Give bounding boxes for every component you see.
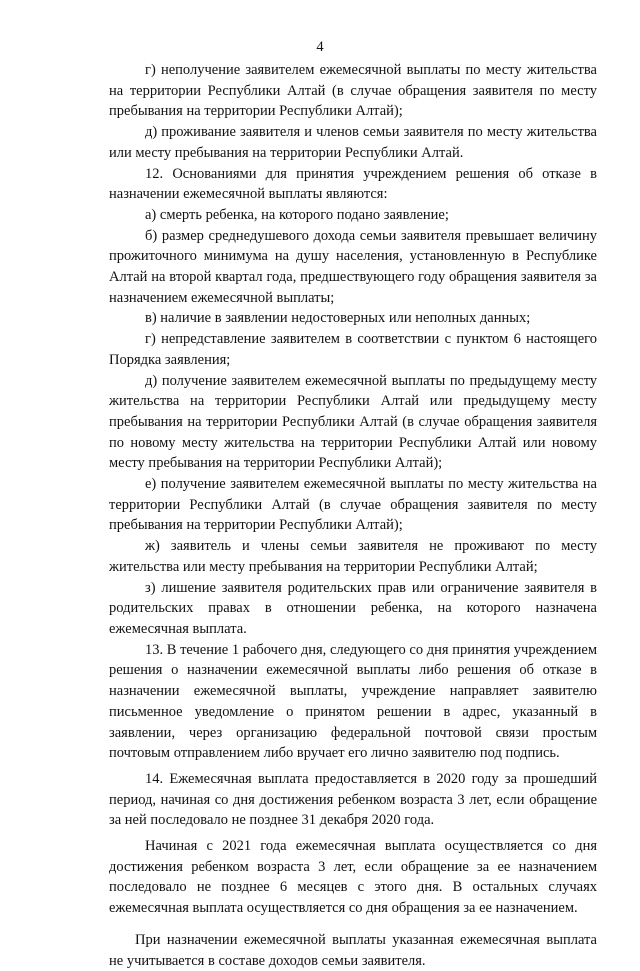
paragraph-item-z: з) лишение заявителя родительских прав или ограничение заявителя в родительских правах в отношении ребенка, на которого назначена ежемесячная выплата. — [109, 579, 597, 637]
paragraph-clause-13: 13. В течение 1 рабочего дня, следующего со дня принятия учреждением решения о назначении ежемесячной выплаты либо решения об отказе в назначении ежемесячной выплаты, учреждение направляет заявителю письменное уведомление о принятом решении в адрес, указанный в заявлении, через организацию федеральной почтовой связи простым почтовым отправлением либо вручает его лично заявителю под подпись. — [109, 641, 597, 762]
paragraph-clause-12: 12. Основаниями для принятия учреждением решения об отказе в назначении ежемесячной выплаты являются: — [109, 165, 597, 203]
paragraph-item-d: д) получение заявителем ежемесячной выплаты по предыдущему месту жительства на территории Республики Алтай или предыдущему месту пребывания на территории Республики Алтай (в случае обращения заявителя по новому месту жительства на территории Республики Алтай или новому месту пребывания на территории Республики Алтай); — [109, 372, 597, 472]
paragraph-item-d-residence: д) проживание заявителя и членов семьи заявителя по месту жительства или месту пребывания на территории Республики Алтай. — [109, 124, 597, 161]
document-body — [109, 60, 597, 971]
paragraph-from-2021: Начиная с 2021 года ежемесячная выплата осуществляется со дня достижения ребенком возраста 3 лет, если обращение за ее назначением последовало не позднее 6 месяцев с этого дня. В остальных случаях ежемесячная выплата осуществляется со дня обращения за ее назначением. — [109, 838, 597, 917]
paragraph-clause-14: 14. Ежемесячная выплата предоставляется в 2020 году за прошедший период, начиная со дня достижения ребенком возраста 3 лет, если обращение за ней последовало не позднее 31 декабря 2020 года. — [109, 770, 597, 829]
paragraph-item-e: е) получение заявителем ежемесячной выплаты по месту жительства на территории Республики Алтай (в случае обращения заявителя по месту пребывания на территории Республики Алтай); — [109, 476, 597, 534]
paragraph-item-a: а) смерть ребенка, на которого подано заявление; — [145, 206, 449, 223]
paragraph-item-zh: ж) заявитель и члены семьи заявителя не проживают по месту жительства или месту пребывания на территории Республики Алтай; — [109, 538, 597, 575]
paragraph-item-v: в) наличие в заявлении недостоверных или неполных данных; — [145, 310, 531, 327]
paragraph-item-b: б) размер среднедушевого дохода семьи заявителя превышает величину прожиточного минимума на душу населения, установленную в Республике Алтай на второй квартал года, предшествующего году обращения заявителя за назначением ежемесячной выплаты; — [109, 227, 597, 306]
paragraph-item-g-non-receipt: г) неполучение заявителем ежемесячной выплаты по месту жительства на территории Республики Алтай (в случае обращения заявителя по месту пребывания на территории Республики Алтай); — [109, 62, 597, 120]
paragraph-income-exclusion: При назначении ежемесячной выплаты указанная ежемесячная выплата не учитывается в составе доходов семьи заявителя. — [109, 931, 597, 969]
paragraph-item-g: г) непредставление заявителем в соответствии с пунктом 6 настоящего Порядка заявления; — [109, 331, 597, 368]
page-number: 4 — [316, 39, 324, 55]
